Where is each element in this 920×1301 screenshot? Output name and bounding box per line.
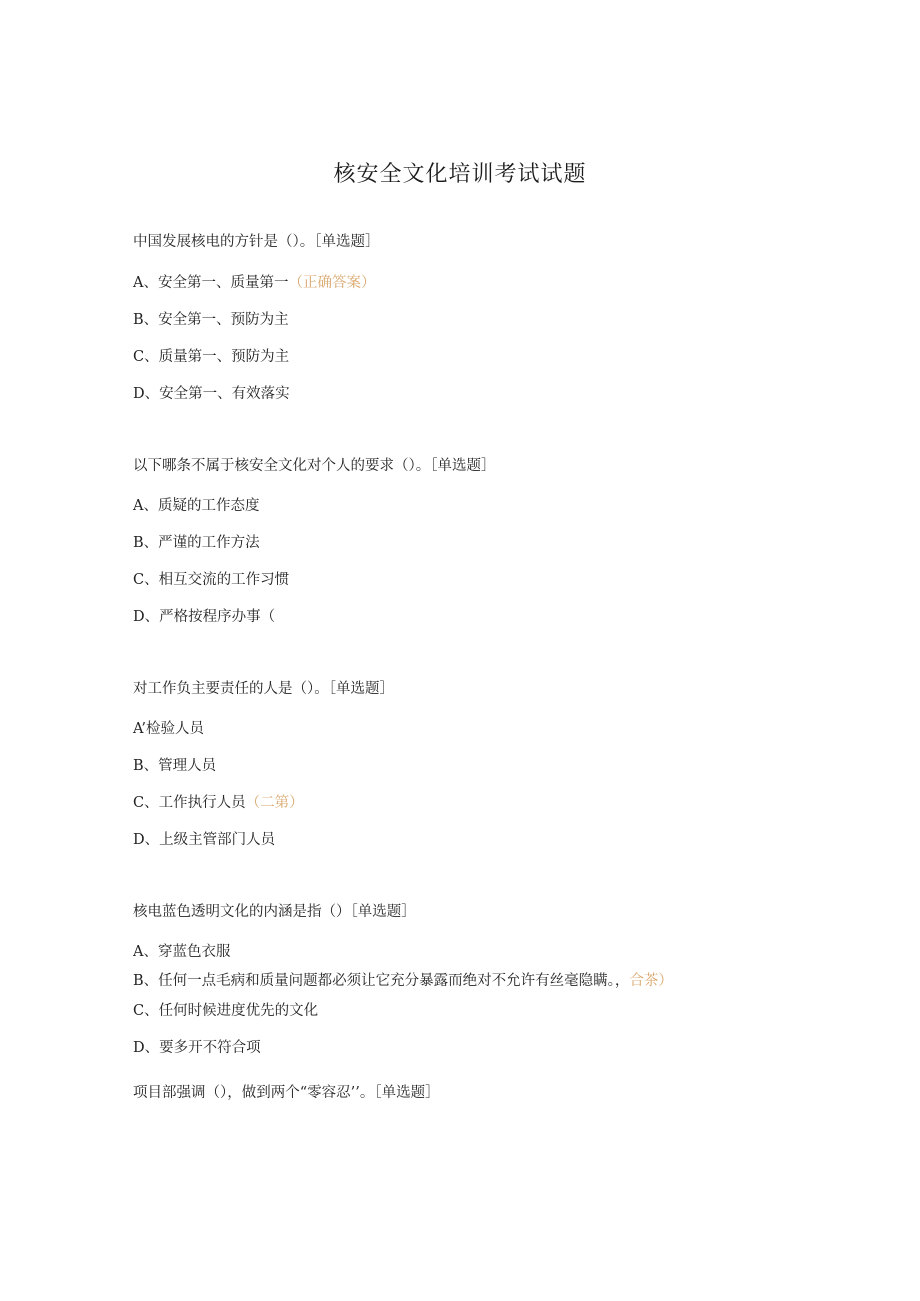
question-2-option-d: D、严格按程序办事（: [133, 609, 276, 625]
answer-tag: （二第）: [245, 795, 304, 811]
question-2-stem: 以下哪条不属于核安全文化对个人的要求（）。［单选题］: [133, 458, 496, 474]
question-3-option-a: A’检验人员: [133, 721, 204, 737]
question-3-option-d: D、上级主管部门人员: [133, 832, 276, 848]
answer-tag: 合茶）: [629, 973, 673, 989]
question-1-stem: 中国发展核电的方针是（）。［单选题］: [133, 234, 380, 250]
question-4-option-a: A、穿蓝色衣服: [133, 944, 231, 960]
question-1-option-c: C、质量第一、预防为主: [133, 349, 290, 365]
question-2-option-c: C、相互交流的工作习惯: [133, 572, 290, 588]
correct-answer-tag: （正确答案）: [288, 275, 376, 291]
question-4-option-d: D、要多开不符合项: [133, 1040, 261, 1056]
question-3-option-c: [133, 793, 304, 813]
question-2-option-b: B、严谨的工作方法: [133, 535, 260, 551]
question-3-stem: 对工作负主要责任的人是（）。［单选题］: [133, 681, 394, 697]
question-4-option-c: C、任何时候进度优先的文化: [133, 1003, 319, 1019]
page-title: 核安全文化培训考试试题: [333, 162, 587, 187]
question-1-option-a: [133, 273, 375, 293]
question-1-option-d: D、安全第一、有效落实: [133, 386, 290, 402]
option-text: C、工作执行人员: [133, 795, 246, 811]
question-3-option-b: B、管理人员: [133, 758, 217, 774]
option-text: A、安全第一、质量第一: [133, 275, 289, 291]
option-text: B、任何一点毛病和质量问题都必须让它充分暴露而绝对不允许有丝毫隐瞒。，: [133, 973, 630, 989]
question-4-stem: 核电蓝色透明文化的内涵是指（）［单选题］: [133, 904, 416, 920]
question-5-stem: 项目部强调（），做到两个“零容忍’’。［单选题］: [133, 1085, 440, 1101]
question-2-option-a: A、质疑的工作态度: [133, 498, 260, 514]
question-1-option-b: B、安全第一、预防为主: [133, 312, 289, 328]
question-4-option-b: [133, 971, 673, 991]
